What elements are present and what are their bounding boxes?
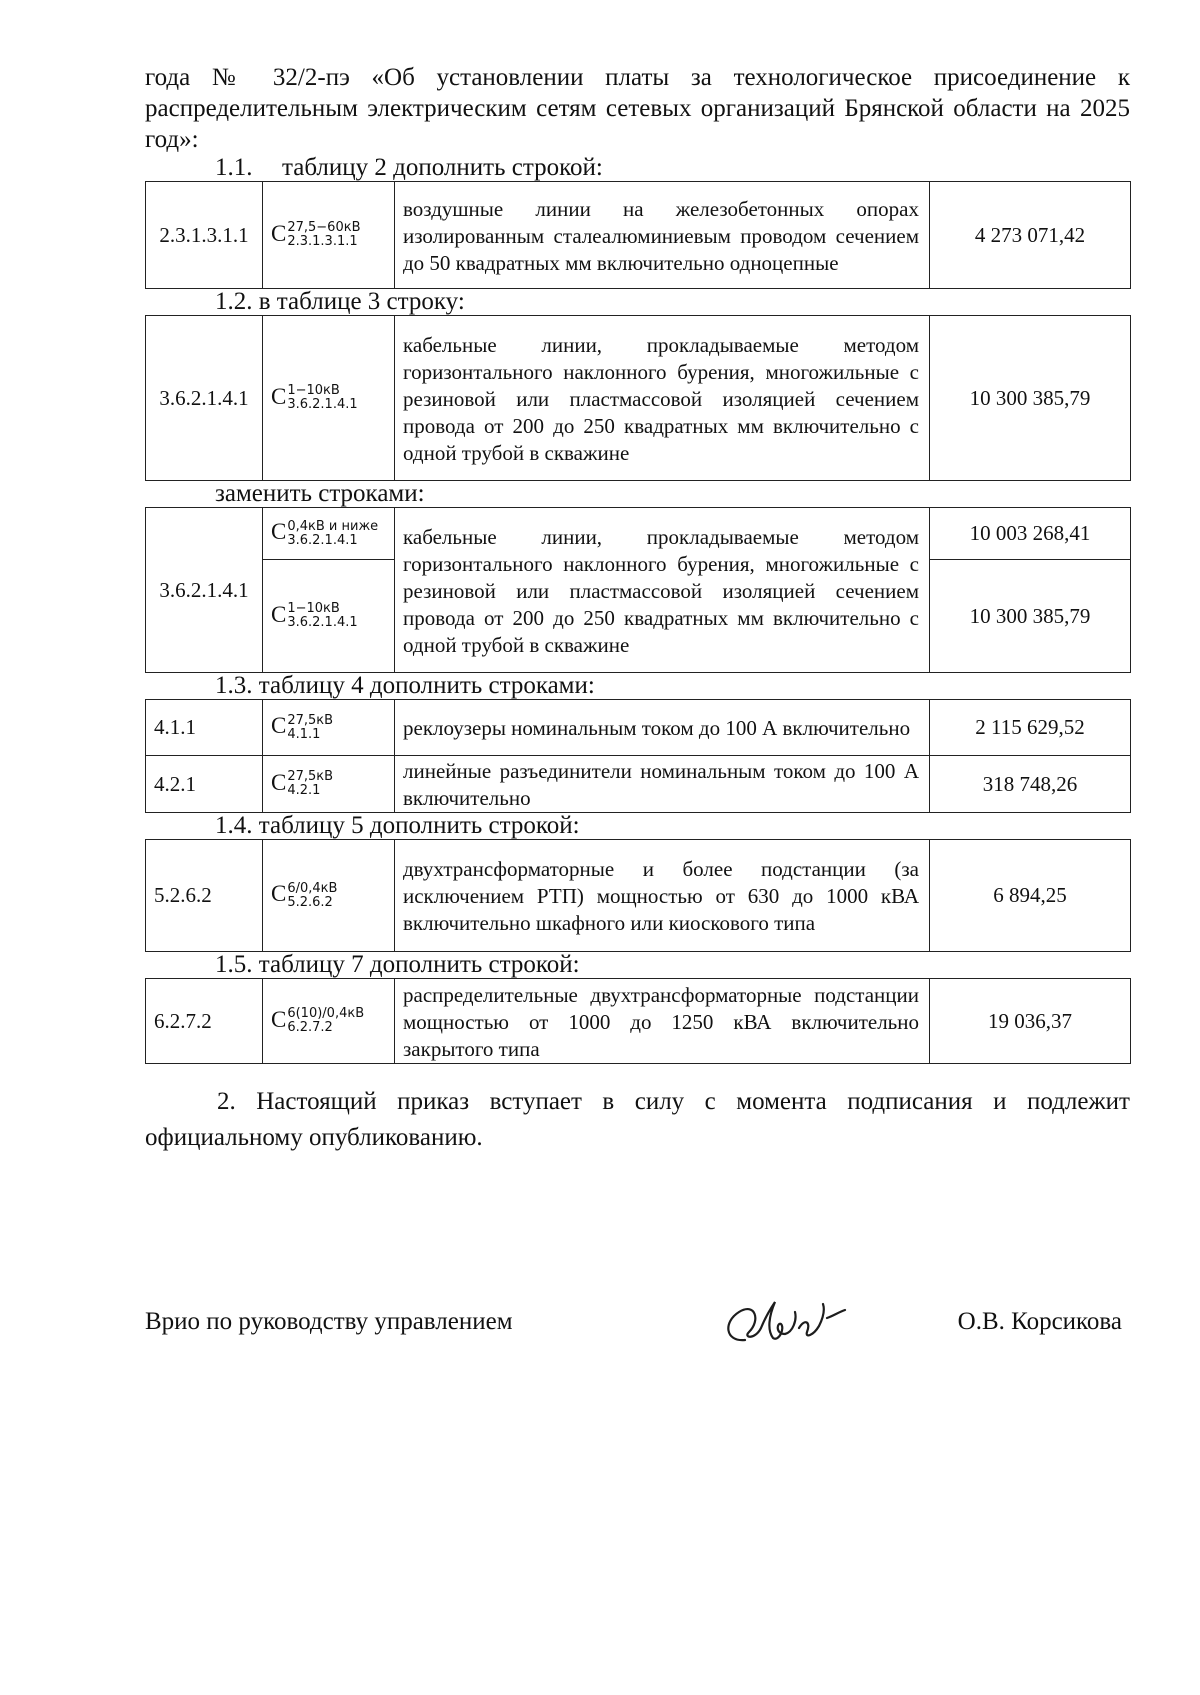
row-price: 10 003 268,41 xyxy=(930,508,1131,560)
table-row xyxy=(146,700,1131,756)
table-3-rows-new xyxy=(145,507,1131,673)
table-row xyxy=(146,508,1131,560)
tariff-symbol: C 6(10)/0,4кВ 6.2.7.2 xyxy=(263,979,395,1064)
table-7-addition xyxy=(145,978,1131,1064)
row-price: 10 300 385,79 xyxy=(930,560,1131,673)
row-code: 4.1.1 xyxy=(146,700,263,756)
row-code: 5.2.6.2 xyxy=(146,840,263,952)
replace-heading: заменить строками: xyxy=(215,480,425,507)
table-2-addition xyxy=(145,181,1131,289)
section-1-3-heading: 1.3. таблицу 4 дополнить строками: xyxy=(215,672,595,699)
row-description: кабельные линии, прокладываемые методом горизонтального наклонного бурения, многожильные с резиновой или пластмассовой изоляцией сечением провода от 200 до 250 квадратных мм включительно с одной трубой в скважине xyxy=(395,316,930,481)
tariff-symbol: C 1−10кВ 3.6.2.1.4.1 xyxy=(263,316,395,481)
row-description: кабельные линии, прокладываемые методом горизонтального наклонного бурения, многожильные с резиновой или пластмассовой изоляцией сечением провода от 200 до 250 квадратных мм включительно с одной трубой в скважине xyxy=(395,508,930,673)
tariff-symbol: C 27,5кВ 4.2.1 xyxy=(263,756,395,813)
row-code: 4.2.1 xyxy=(146,756,263,813)
signature-block xyxy=(145,1296,1130,1356)
row-price: 6 894,25 xyxy=(930,840,1131,952)
table-row xyxy=(146,840,1131,952)
tariff-symbol: C 27,5кВ 4.1.1 xyxy=(263,700,395,756)
row-price: 19 036,37 xyxy=(930,979,1131,1064)
closing-paragraph: 2. Настоящий приказ вступает в силу с момента подписания и подлежит официальному опубликованию. xyxy=(145,1088,1130,1151)
row-description: распределительные двухтрансформаторные подстанции мощностью от 1000 до 1250 кВА включительно закрытого типа xyxy=(395,979,930,1064)
tariff-symbol: C 27,5−60кВ 2.3.1.3.1.1 xyxy=(263,182,395,289)
tariff-symbol: C 1−10кВ 3.6.2.1.4.1 xyxy=(263,560,395,673)
table-row xyxy=(146,756,1131,813)
row-code: 3.6.2.1.4.1 xyxy=(146,508,263,673)
table-3-row-old xyxy=(145,315,1131,481)
row-description: двухтрансформаторные и более подстанции (за исключением РТП) мощностью от 630 до 1000 кВА включительно шкафного или киоскового типа xyxy=(395,840,930,952)
intro-paragraph: года № 32/2-пэ «Об установлении платы за технологическое присоединение к распределительным электрическим сетям сетевых организаций Брянской области на 2025 год»: xyxy=(145,64,1130,153)
row-description: воздушные линии на железобетонных опорах изолированным сталеалюминиевым проводом сечением до 50 квадратных мм включительно одноцепные xyxy=(395,182,930,289)
table-4-addition xyxy=(145,699,1131,813)
row-price: 4 273 071,42 xyxy=(930,182,1131,289)
signatory-position: Врио по руководству управлением xyxy=(145,1308,513,1335)
section-1-1-heading: 1.1. таблицу 2 дополнить строкой: xyxy=(215,154,603,181)
table-row xyxy=(146,979,1131,1064)
table-row xyxy=(146,182,1131,289)
tariff-symbol: C 0,4кВ и ниже 3.6.2.1.4.1 xyxy=(263,508,395,560)
row-price: 318 748,26 xyxy=(930,756,1131,813)
row-price: 10 300 385,79 xyxy=(930,316,1131,481)
section-1-2-heading: 1.2. в таблице 3 строку: xyxy=(215,288,465,315)
row-code: 6.2.7.2 xyxy=(146,979,263,1064)
table-5-addition xyxy=(145,839,1131,952)
document-body xyxy=(145,62,1130,1156)
closing-section xyxy=(145,1084,1130,1156)
row-price: 2 115 629,52 xyxy=(930,700,1131,756)
section-1-5-heading: 1.5. таблицу 7 дополнить строкой: xyxy=(215,951,580,978)
row-code: 2.3.1.3.1.1 xyxy=(146,182,263,289)
tariff-symbol: C 6/0,4кВ 5.2.6.2 xyxy=(263,840,395,952)
row-code: 3.6.2.1.4.1 xyxy=(146,316,263,481)
table-row xyxy=(146,316,1131,481)
section-1-4-heading: 1.4. таблицу 5 дополнить строкой: xyxy=(215,812,580,839)
row-description: линейные разъединители номинальным током до 100 А включительно xyxy=(395,756,930,813)
row-description: реклоузеры номинальным током до 100 А включительно xyxy=(395,700,930,756)
handwritten-signature xyxy=(715,1282,885,1362)
signatory-name: О.В. Корсикова xyxy=(957,1308,1122,1335)
